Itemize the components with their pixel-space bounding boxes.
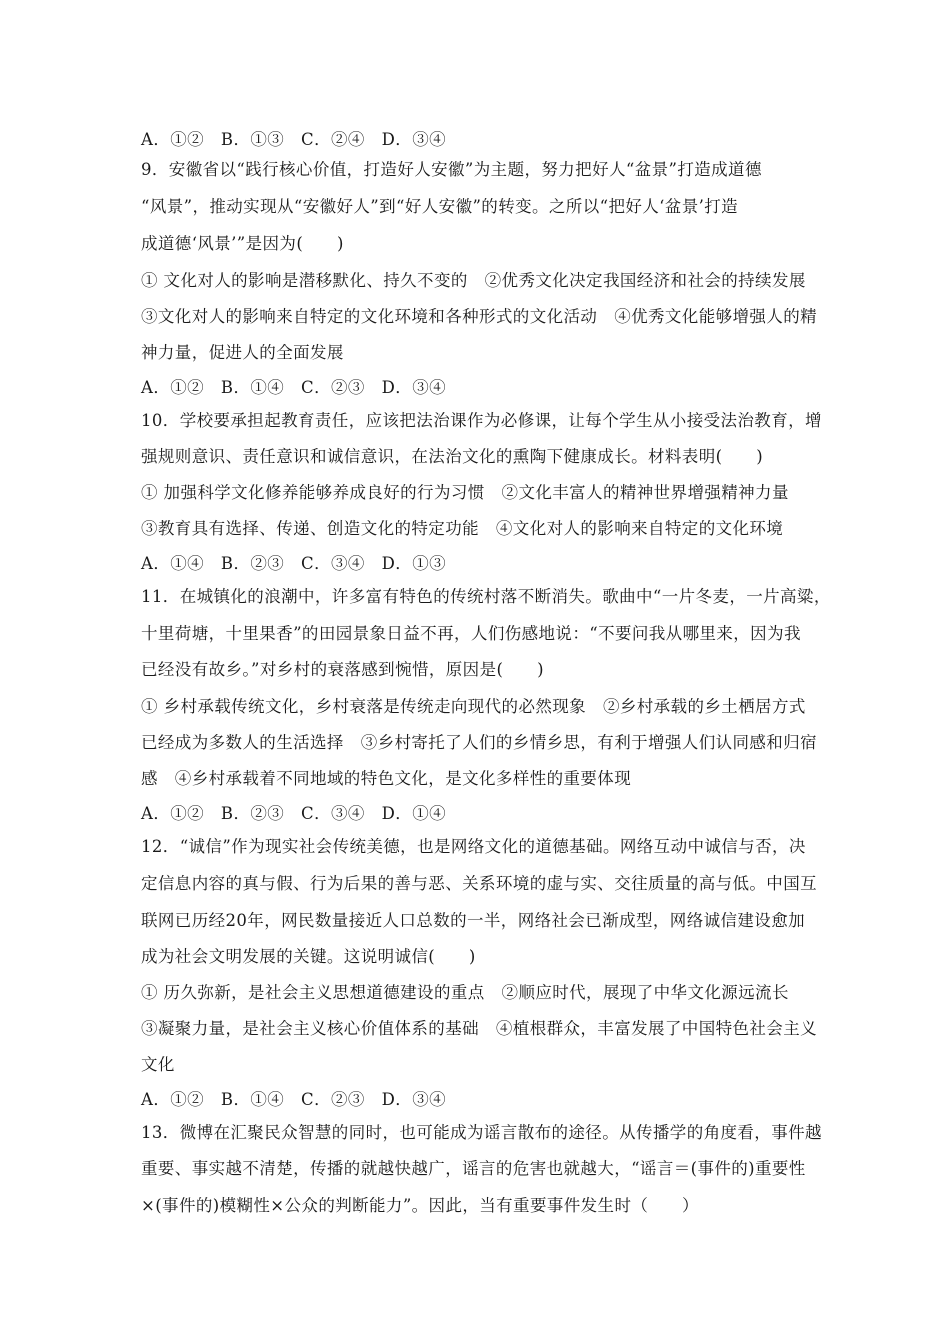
question-11-statement-line-2: 已经成为多数人的生活选择 ③乡村寄托了人们的乡情乡思，有利于增强人们认同感和归宿 <box>141 733 817 752</box>
answer-options-q10: A．①④ B．②③ C．③④ D．①③ <box>141 554 446 573</box>
question-12-statement-line-3: 文化 <box>141 1055 175 1074</box>
question-13-line-1: 13．微博在汇聚民众智慧的同时，也可能成为谣言散布的途径。从传播学的角度看，事件越 <box>141 1123 822 1142</box>
question-10-line-2: 强规则意识、责任意识和诚信意识，在法治文化的熏陶下健康成长。材料表明( ) <box>141 447 764 466</box>
answer-options-q8: A．①② B．①③ C．②④ D．③④ <box>141 130 446 149</box>
question-12-line-4: 成为社会文明发展的关键。这说明诚信( ) <box>141 947 476 966</box>
question-12-line-1: 12．“诚信”作为现实社会传统美德，也是网络文化的道德基础。网络互动中诚信与否，决 <box>141 837 806 856</box>
question-13-line-2: 重要、事实越不清楚，传播的就越快越广，谣言的危害也就越大，“谣言＝(事件的)重要性 <box>141 1159 806 1178</box>
question-9-line-2: “风景”，推动实现从“安徽好人”到“好人安徽”的转变。之所以“把好人‘盆景’打造 <box>141 197 739 216</box>
question-11-line-2: 十里荷塘，十里果香”的田园景象日益不再，人们伤感地说：“不要问我从哪里来，因为我 <box>141 624 801 643</box>
question-12-line-2: 定信息内容的真与假、行为后果的善与恶、关系环境的虚与实、交往质量的高与低。中国互 <box>141 874 817 893</box>
question-10-statement-line-1: ① 加强科学文化修养能够养成良好的行为习惯 ②文化丰富人的精神世界增强精神力量 <box>141 483 789 502</box>
question-12-line-3: 联网已历经20年，网民数量接近人口总数的一半，网络社会已渐成型，网络诚信建设愈加 <box>141 911 805 930</box>
question-11-line-3: 已经没有故乡。”对乡村的衰落感到惋惜，原因是( ) <box>141 660 544 679</box>
answer-options-q12: A．①② B．①④ C．②③ D．③④ <box>141 1090 446 1109</box>
question-9-statement-line-1: ① 文化对人的影响是潜移默化、持久不变的 ②优秀文化决定我国经济和社会的持续发展 <box>141 271 806 290</box>
question-9-statement-line-3: 神力量，促进人的全面发展 <box>141 343 344 362</box>
question-9-line-3: 成道德‘风景’”是因为( ) <box>141 234 344 253</box>
question-9-line-1: 9．安徽省以“践行核心价值，打造好人安徽”为主题，努力把好人“盆景”打造成道德 <box>141 160 762 179</box>
answer-options-q11: A．①② B．②③ C．③④ D．①④ <box>141 804 446 823</box>
question-11-line-1: 11．在城镇化的浪潮中，许多富有特色的传统村落不断消失。歌曲中“一片冬麦，一片高粱， <box>141 587 831 606</box>
answer-options-q9: A．①② B．①④ C．②③ D．③④ <box>141 378 446 397</box>
question-12-statement-line-1: ① 历久弥新，是社会主义思想道德建设的重点 ②顺应时代，展现了中华文化源远流长 <box>141 983 789 1002</box>
question-11-statement-line-1: ① 乡村承载传统文化，乡村衰落是传统走向现代的必然现象 ②乡村承载的乡土栖居方式 <box>141 697 806 716</box>
question-9-statement-line-2: ③文化对人的影响来自特定的文化环境和各种形式的文化活动 ④优秀文化能够增强人的精 <box>141 307 817 326</box>
question-10-line-1: 10．学校要承担起教育责任，应该把法治课作为必修课，让每个学生从小接受法治教育，增 <box>141 411 822 430</box>
question-11-statement-line-3: 感 ④乡村承载着不同地域的特色文化，是文化多样性的重要体现 <box>141 769 632 788</box>
question-10-statement-line-2: ③教育具有选择、传递、创造文化的特定功能 ④文化对人的影响来自特定的文化环境 <box>141 519 784 538</box>
question-12-statement-line-2: ③凝聚力量，是社会主义核心价值体系的基础 ④植根群众，丰富发展了中国特色社会主义 <box>141 1019 817 1038</box>
question-13-line-3: ×(事件的)模糊性×公众的判断能力”。因此，当有重要事件发生时（ ） <box>141 1196 699 1215</box>
